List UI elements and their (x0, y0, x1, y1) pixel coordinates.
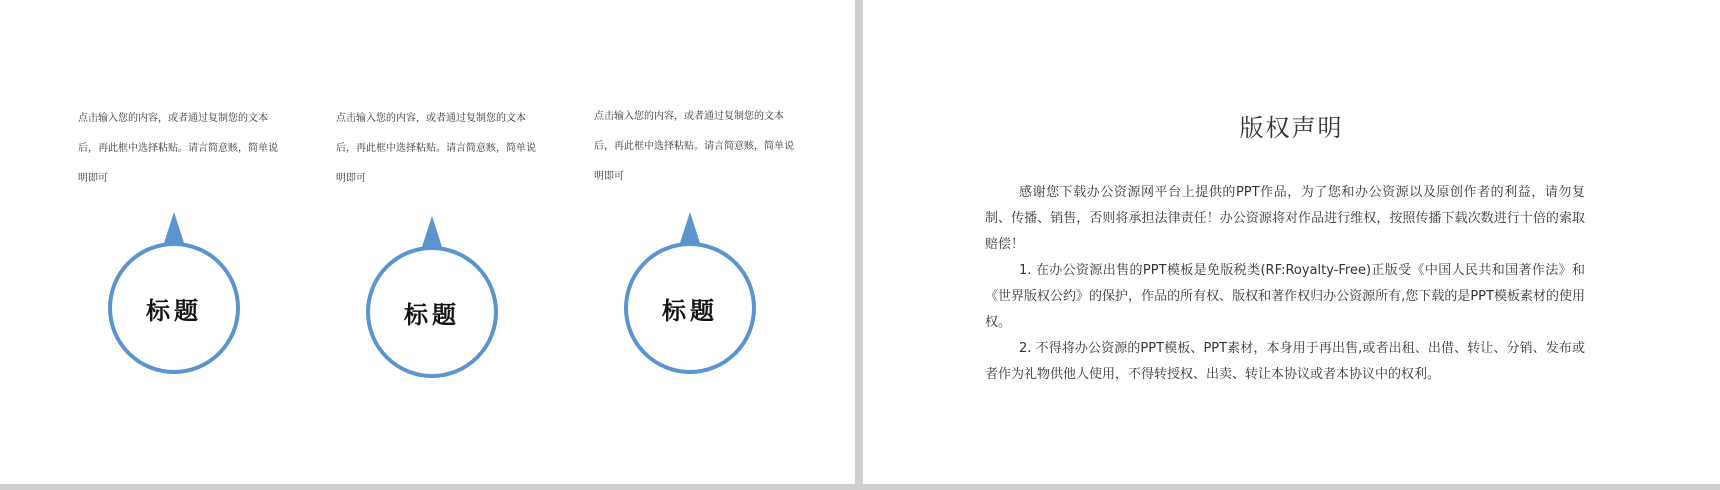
notice-paragraph-1: 感谢您下载办公资源网平台上提供的PPT作品，为了您和办公资源以及原创作者的利益，请勿复制、传播、销售，否则将承担法律责任！办公资源将对作品进行维权，按照传播下载次数进行十倍的索取赔偿！ (985, 185, 1585, 252)
item-title: 标题 (146, 296, 202, 325)
title-bubble (624, 212, 764, 372)
item-title: 标题 (662, 296, 718, 325)
pointer-triangle-icon (421, 216, 443, 250)
bottom-scroll-strip (0, 484, 1720, 490)
pointer-triangle-icon (679, 212, 701, 246)
title-bubble (108, 212, 248, 372)
content-item-2 (336, 0, 536, 400)
title-circle (108, 242, 240, 374)
title-bubble (366, 216, 506, 376)
title-circle (366, 246, 498, 378)
notice-paragraph-3: 2. 不得将办公资源的PPT模板、PPT素材，本身用于再出售,或者出租、出借、转让、分销、发布或者作为礼物供他人使用，不得转授权、出卖、转让本协议或者本协议中的权利。 (985, 341, 1585, 382)
pointer-triangle-icon (163, 212, 185, 246)
title-circle (624, 242, 756, 374)
slide-divider (855, 0, 863, 490)
notice-body (985, 180, 1585, 388)
item-description: 点击输入您的内容，或者通过复制您的文本后，再此框中选择粘贴。请言简意赅，简单说明即可 (336, 113, 536, 184)
item-title: 标题 (404, 300, 460, 329)
slide-title-circles[interactable] (0, 0, 855, 484)
slide-copyright-notice[interactable] (863, 0, 1720, 484)
content-item-1 (78, 0, 278, 400)
item-description: 点击输入您的内容，或者通过复制您的文本后，再此框中选择粘贴。请言简意赅，简单说明即可 (78, 113, 278, 184)
notice-title: 版权声明 (1239, 114, 1344, 142)
notice-paragraph-2: 1. 在办公资源出售的PPT模板是免版税类(RF:Royalty-Free)正版受《中国人民共和国著作法》和《世界版权公约》的保护，作品的所有权、版权和著作权归办公资源所有,您下载的是PPT模板素材的使用权。 (985, 263, 1585, 330)
item-description: 点击输入您的内容，或者通过复制您的文本后，再此框中选择粘贴。请言简意赅，简单说明即可 (594, 111, 794, 182)
content-item-3 (594, 0, 794, 400)
